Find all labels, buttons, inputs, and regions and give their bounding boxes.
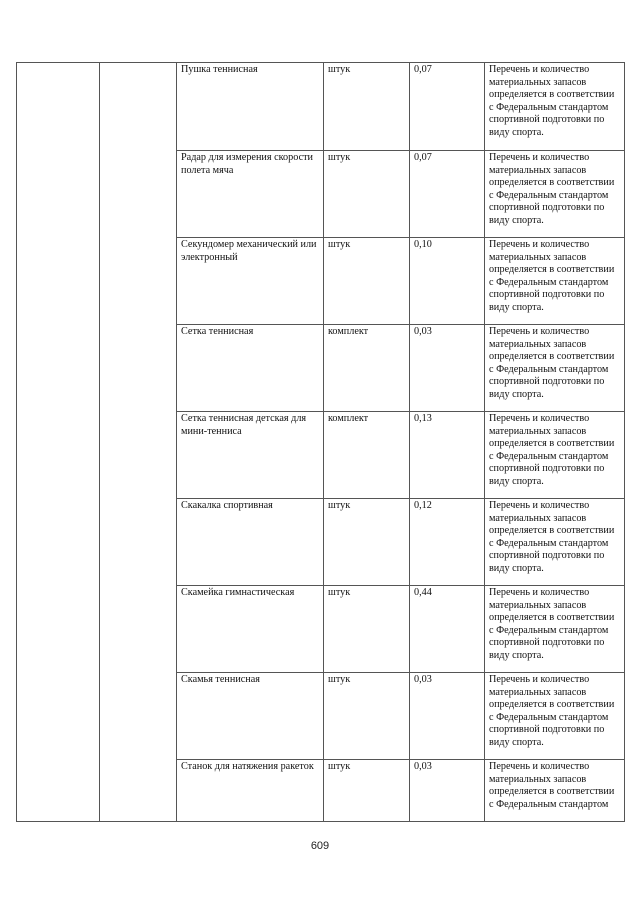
- item-unit: штук: [324, 63, 410, 151]
- item-unit: комплект: [324, 412, 410, 499]
- item-value: 0,07: [410, 151, 485, 238]
- item-note: Перечень и количество материальных запасов определяется в соответствии с Федеральным стандартом спортивной подготовки по виду спорта.: [485, 151, 625, 238]
- item-note: Перечень и количество материальных запасов определяется в соответствии с Федеральным стандартом спортивной подготовки по виду спорта.: [485, 499, 625, 586]
- item-name: Пушка теннисная: [177, 63, 324, 151]
- item-note-truncated: Перечень и количество материальных запасов определяется в соответствии с Федеральным стандартом: [485, 760, 625, 822]
- item-name: Станок для натяжения ракеток: [177, 760, 324, 822]
- item-value: 0,03: [410, 760, 485, 822]
- item-value: 0,03: [410, 325, 485, 412]
- item-note: Перечень и количество материальных запасов определяется в соответствии с Федеральным стандартом спортивной подготовки по виду спорта.: [485, 586, 625, 673]
- item-name: Скамейка гимнастическая: [177, 586, 324, 673]
- item-unit: штук: [324, 151, 410, 238]
- item-note: Перечень и количество материальных запасов определяется в соответствии с Федеральным стандартом спортивной подготовки по виду спорта.: [485, 63, 625, 151]
- item-value: 0,10: [410, 238, 485, 325]
- table-row: [17, 63, 625, 151]
- item-value: 0,12: [410, 499, 485, 586]
- item-name: Сетка теннисная: [177, 325, 324, 412]
- document-page: [16, 62, 624, 822]
- item-unit: штук: [324, 586, 410, 673]
- item-note: Перечень и количество материальных запасов определяется в соответствии с Федеральным стандартом спортивной подготовки по виду спорта.: [485, 238, 625, 325]
- item-name: Скакалка спортивная: [177, 499, 324, 586]
- item-note: Перечень и количество материальных запасов определяется в соответствии с Федеральным стандартом спортивной подготовки по виду спорта.: [485, 412, 625, 499]
- item-value: 0,13: [410, 412, 485, 499]
- item-note: Перечень и количество материальных запасов определяется в соответствии с Федеральным стандартом спортивной подготовки по виду спорта.: [485, 325, 625, 412]
- item-name: Скамья теннисная: [177, 673, 324, 760]
- item-value: 0,03: [410, 673, 485, 760]
- item-name: Сетка теннисная детская для мини-тенниса: [177, 412, 324, 499]
- merged-cell-col1: [17, 63, 100, 822]
- item-note: Перечень и количество материальных запасов определяется в соответствии с Федеральным стандартом спортивной подготовки по виду спорта.: [485, 673, 625, 760]
- page-number: 609: [310, 840, 330, 852]
- item-unit: штук: [324, 760, 410, 822]
- item-value: 0,07: [410, 63, 485, 151]
- equipment-table: [16, 62, 625, 822]
- item-name: Радар для измерения скорости полета мяча: [177, 151, 324, 238]
- item-unit: штук: [324, 673, 410, 760]
- item-unit: штук: [324, 499, 410, 586]
- merged-cell-col2: [100, 63, 177, 822]
- item-unit: штук: [324, 238, 410, 325]
- item-unit: комплект: [324, 325, 410, 412]
- item-value: 0,44: [410, 586, 485, 673]
- item-name: Секундомер механический или электронный: [177, 238, 324, 325]
